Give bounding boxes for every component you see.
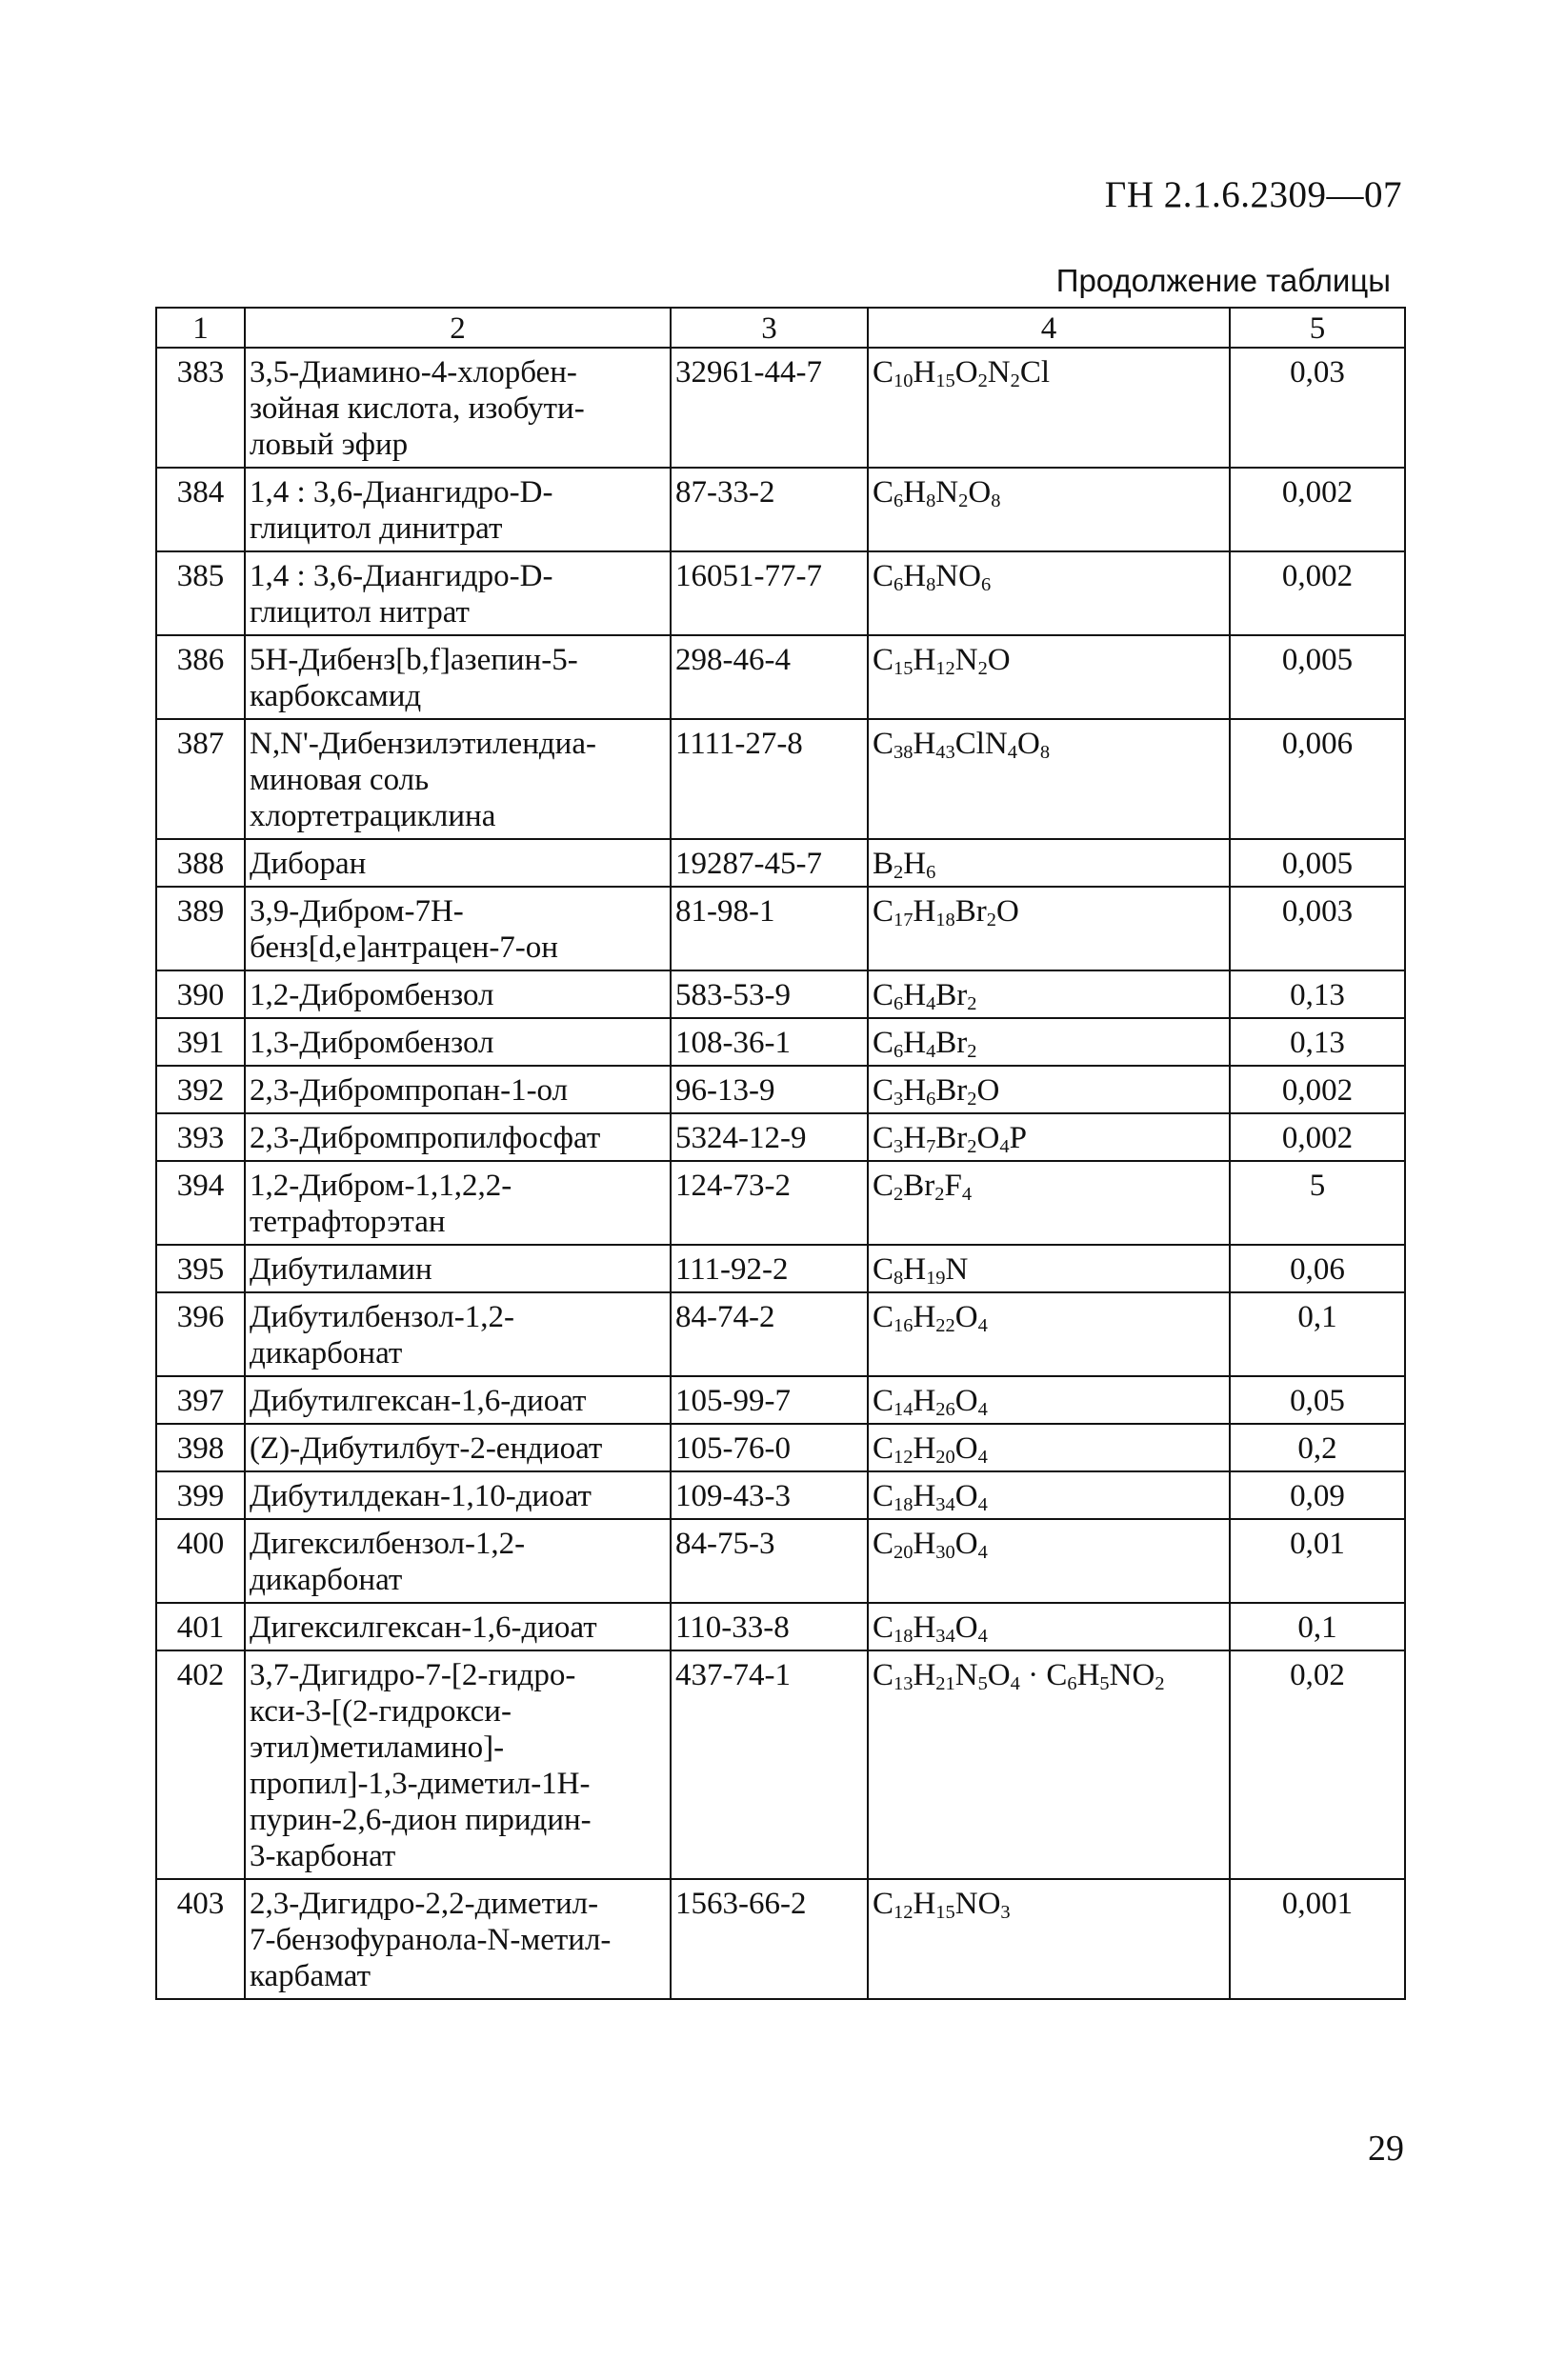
cas-number: 81-98-1 bbox=[671, 887, 868, 970]
limit-value: 0,2 bbox=[1230, 1424, 1405, 1471]
row-number: 385 bbox=[156, 551, 245, 635]
chemical-formula: $C_6H_8N_2O_8$ bbox=[868, 468, 1230, 551]
table-row bbox=[156, 1424, 1405, 1471]
row-number: 383 bbox=[156, 348, 245, 468]
chemical-formula: $C_2Br_2F_4$ bbox=[868, 1161, 1230, 1245]
table-row bbox=[156, 551, 1405, 635]
column-header-value: 5 bbox=[1230, 308, 1405, 348]
limit-value: 0,09 bbox=[1230, 1471, 1405, 1519]
cas-number: 124-73-2 bbox=[671, 1161, 868, 1245]
substance-name: Диборан bbox=[245, 839, 671, 887]
substance-name: 5H-Дибенз[b,f]азепин-5- карбоксамид bbox=[245, 635, 671, 719]
chemical-formula: $C_{14}H_{26}O_4$ bbox=[868, 1376, 1230, 1424]
chemical-formula: $C_{15}H_{12}N_2O$ bbox=[868, 635, 1230, 719]
cas-number: 1111-27-8 bbox=[671, 719, 868, 839]
chemical-formula: $C_{16}H_{22}O_4$ bbox=[868, 1292, 1230, 1376]
limit-value: 0,01 bbox=[1230, 1519, 1405, 1603]
row-number: 402 bbox=[156, 1650, 245, 1879]
cas-number: 298-46-4 bbox=[671, 635, 868, 719]
row-number: 403 bbox=[156, 1879, 245, 1999]
substance-name: 3,5-Диамино-4-хлорбен- зойная кислота, изобути- ловый эфир bbox=[245, 348, 671, 468]
column-header-number: 1 bbox=[156, 308, 245, 348]
limit-value: 0,005 bbox=[1230, 635, 1405, 719]
chemical-formula: $C_3H_7Br_2O_4P$ bbox=[868, 1113, 1230, 1161]
limit-value: 0,006 bbox=[1230, 719, 1405, 839]
cas-number: 105-76-0 bbox=[671, 1424, 868, 1471]
limit-value: 0,005 bbox=[1230, 839, 1405, 887]
limit-value: 5 bbox=[1230, 1161, 1405, 1245]
chemical-formula: $C_{13}H_{21}N_5O_4 \cdot C_6H_5NO_2$ bbox=[868, 1650, 1230, 1879]
limit-value: 0,05 bbox=[1230, 1376, 1405, 1424]
cas-number: 16051-77-7 bbox=[671, 551, 868, 635]
chemical-formula: $C_{12}H_{15}NO_3$ bbox=[868, 1879, 1230, 1999]
substance-name: N,N'-Дибензилэтилендиа- миновая соль хлортетрациклина bbox=[245, 719, 671, 839]
chemical-formula: $C_6H_8NO_6$ bbox=[868, 551, 1230, 635]
substance-name: 1,2-Дибромбензол bbox=[245, 970, 671, 1018]
substance-name: 1,4 : 3,6-Диангидро-D- глицитол динитрат bbox=[245, 468, 671, 551]
table-header-row bbox=[156, 308, 1405, 348]
row-number: 391 bbox=[156, 1018, 245, 1066]
table-row bbox=[156, 970, 1405, 1018]
table-body bbox=[156, 348, 1405, 1999]
chemical-formula: $C_8H_{19}N$ bbox=[868, 1245, 1230, 1292]
row-number: 397 bbox=[156, 1376, 245, 1424]
cas-number: 105-99-7 bbox=[671, 1376, 868, 1424]
row-number: 393 bbox=[156, 1113, 245, 1161]
substance-name: Дигексилгексан-1,6-диоат bbox=[245, 1603, 671, 1650]
row-number: 388 bbox=[156, 839, 245, 887]
cas-number: 84-75-3 bbox=[671, 1519, 868, 1603]
chemical-formula: $C_6H_4Br_2$ bbox=[868, 1018, 1230, 1066]
table-row bbox=[156, 1879, 1405, 1999]
cas-number: 84-74-2 bbox=[671, 1292, 868, 1376]
cas-number: 109-43-3 bbox=[671, 1471, 868, 1519]
table-row bbox=[156, 1113, 1405, 1161]
table-row bbox=[156, 635, 1405, 719]
substance-name: 3,9-Дибром-7Н- бенз[d,e]антрацен-7-он bbox=[245, 887, 671, 970]
table-caption: Продолжение таблицы bbox=[1055, 263, 1391, 298]
row-number: 389 bbox=[156, 887, 245, 970]
substance-name: Дибутилгексан-1,6-диоат bbox=[245, 1376, 671, 1424]
chemical-formula: $C_{17}H_{18}Br_2O$ bbox=[868, 887, 1230, 970]
cas-number: 583-53-9 bbox=[671, 970, 868, 1018]
table-row bbox=[156, 1245, 1405, 1292]
limit-value: 0,1 bbox=[1230, 1292, 1405, 1376]
table-row bbox=[156, 468, 1405, 551]
table-row bbox=[156, 1018, 1405, 1066]
table-row bbox=[156, 1603, 1405, 1650]
row-number: 400 bbox=[156, 1519, 245, 1603]
cas-number: 96-13-9 bbox=[671, 1066, 868, 1113]
column-header-formula: 4 bbox=[868, 308, 1230, 348]
row-number: 386 bbox=[156, 635, 245, 719]
table-row bbox=[156, 1650, 1405, 1879]
limit-value: 0,002 bbox=[1230, 1113, 1405, 1161]
cas-number: 5324-12-9 bbox=[671, 1113, 868, 1161]
document-code: ГН 2.1.6.2309—07 bbox=[1104, 174, 1402, 215]
column-header-cas: 3 bbox=[671, 308, 868, 348]
chemical-formula: $C_{20}H_{30}O_4$ bbox=[868, 1519, 1230, 1603]
cas-number: 437-74-1 bbox=[671, 1650, 868, 1879]
row-number: 390 bbox=[156, 970, 245, 1018]
limit-value: 0,03 bbox=[1230, 348, 1405, 468]
substance-name: 2,3-Дибромпропилфосфат bbox=[245, 1113, 671, 1161]
substance-name: 3,7-Дигидро-7-[2-гидро- кси-3-[(2-гидрокси- этил)метиламино]- пропил]-1,3-диметил-1Н- пурин-2,6-дион пиридин- 3-карбонат bbox=[245, 1650, 671, 1879]
chemical-formula: $C_3H_6Br_2O$ bbox=[868, 1066, 1230, 1113]
table-row bbox=[156, 1066, 1405, 1113]
row-number: 394 bbox=[156, 1161, 245, 1245]
substance-name: 2,3-Дигидро-2,2-диметил- 7-бензофуранола-N-метил- карбамат bbox=[245, 1879, 671, 1999]
chemical-formula: $C_{38}H_{43}ClN_4O_8$ bbox=[868, 719, 1230, 839]
table-row bbox=[156, 1161, 1405, 1245]
table-row bbox=[156, 887, 1405, 970]
row-number: 384 bbox=[156, 468, 245, 551]
substance-name: Дигексилбензол-1,2- дикарбонат bbox=[245, 1519, 671, 1603]
chemical-formula: $C_{18}H_{34}O_4$ bbox=[868, 1471, 1230, 1519]
substances-table bbox=[155, 307, 1406, 2000]
table-row bbox=[156, 1471, 1405, 1519]
cas-number: 87-33-2 bbox=[671, 468, 868, 551]
limit-value: 0,002 bbox=[1230, 468, 1405, 551]
substance-name: (Z)-Дибутилбут-2-ендиоат bbox=[245, 1424, 671, 1471]
limit-value: 0,001 bbox=[1230, 1879, 1405, 1999]
table-row bbox=[156, 1292, 1405, 1376]
chemical-formula: $C_6H_4Br_2$ bbox=[868, 970, 1230, 1018]
substance-name: Дибутилдекан-1,10-диоат bbox=[245, 1471, 671, 1519]
limit-value: 0,13 bbox=[1230, 970, 1405, 1018]
substance-name: Дибутиламин bbox=[245, 1245, 671, 1292]
limit-value: 0,02 bbox=[1230, 1650, 1405, 1879]
row-number: 395 bbox=[156, 1245, 245, 1292]
row-number: 398 bbox=[156, 1424, 245, 1471]
cas-number: 1563-66-2 bbox=[671, 1879, 868, 1999]
table-row bbox=[156, 348, 1405, 468]
cas-number: 110-33-8 bbox=[671, 1603, 868, 1650]
page-number: 29 bbox=[1368, 2129, 1404, 2169]
limit-value: 0,06 bbox=[1230, 1245, 1405, 1292]
row-number: 392 bbox=[156, 1066, 245, 1113]
cas-number: 111-92-2 bbox=[671, 1245, 868, 1292]
row-number: 401 bbox=[156, 1603, 245, 1650]
chemical-formula: $C_{10}H_{15}O_2N_2Cl$ bbox=[868, 348, 1230, 468]
substance-name: 1,4 : 3,6-Диангидро-D- глицитол нитрат bbox=[245, 551, 671, 635]
substance-name: Дибутилбензол-1,2- дикарбонат bbox=[245, 1292, 671, 1376]
substance-name: 1,3-Дибромбензол bbox=[245, 1018, 671, 1066]
row-number: 387 bbox=[156, 719, 245, 839]
chemical-formula: $C_{12}H_{20}O_4$ bbox=[868, 1424, 1230, 1471]
column-header-name: 2 bbox=[245, 308, 671, 348]
cas-number: 108-36-1 bbox=[671, 1018, 868, 1066]
substance-name: 1,2-Дибром-1,1,2,2- тетрафторэтан bbox=[245, 1161, 671, 1245]
chemical-formula: $B_2H_6$ bbox=[868, 839, 1230, 887]
table-row bbox=[156, 1376, 1405, 1424]
table-row bbox=[156, 719, 1405, 839]
table-row bbox=[156, 1519, 1405, 1603]
limit-value: 0,002 bbox=[1230, 551, 1405, 635]
chemical-formula: $C_{18}H_{34}O_4$ bbox=[868, 1603, 1230, 1650]
row-number: 399 bbox=[156, 1471, 245, 1519]
cas-number: 32961-44-7 bbox=[671, 348, 868, 468]
table-row bbox=[156, 839, 1405, 887]
row-number: 396 bbox=[156, 1292, 245, 1376]
limit-value: 0,1 bbox=[1230, 1603, 1405, 1650]
limit-value: 0,13 bbox=[1230, 1018, 1405, 1066]
cas-number: 19287-45-7 bbox=[671, 839, 868, 887]
limit-value: 0,002 bbox=[1230, 1066, 1405, 1113]
substance-name: 2,3-Дибромпропан-1-ол bbox=[245, 1066, 671, 1113]
limit-value: 0,003 bbox=[1230, 887, 1405, 970]
